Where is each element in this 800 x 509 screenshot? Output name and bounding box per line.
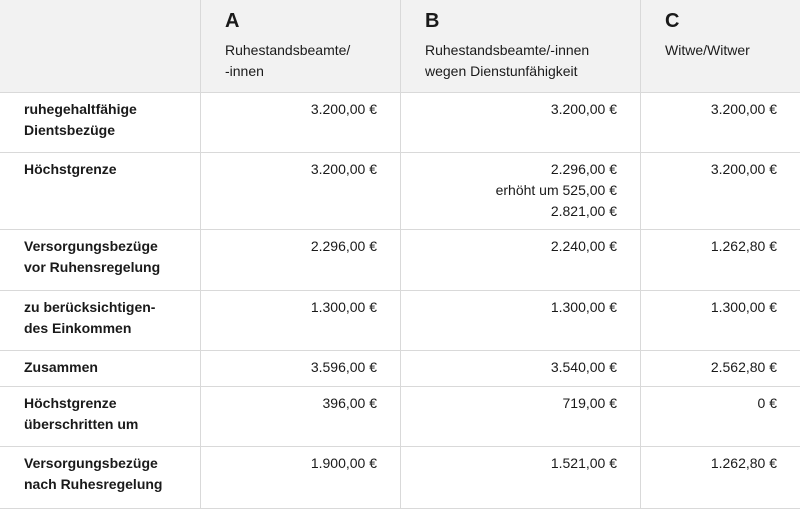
cell-row6-b: 719,00 € bbox=[401, 387, 641, 447]
column-c-description: Witwe/Witwer bbox=[665, 42, 750, 58]
cell-row5-c: 2.562,80 € bbox=[641, 351, 800, 387]
row-label-hoechstgrenze: Höchstgrenze bbox=[0, 153, 201, 230]
cell-row3-a: 2.296,00 € bbox=[201, 230, 401, 291]
column-b-description: Ruhestandsbeamte/-innen wegen Dienstunfähigkeit bbox=[425, 42, 590, 79]
cell-row4-a: 1.300,00 € bbox=[201, 291, 401, 351]
header-column-a bbox=[201, 0, 401, 93]
header-column-c bbox=[641, 0, 800, 93]
cell-row2-a: 3.200,00 € bbox=[201, 153, 401, 230]
cell-row1-b: 3.200,00 € bbox=[401, 93, 641, 153]
cell-row3-c: 1.262,80 € bbox=[641, 230, 800, 291]
column-c-letter: C bbox=[665, 10, 680, 32]
cell-row2-b: 2.296,00 € erhöht um 525,00 € 2.821,00 € bbox=[401, 153, 641, 230]
row-label-ruhegehaltfaehige-dienstbezuege: ruhegehaltfähige Dientsbezüge bbox=[0, 93, 201, 153]
row-label-zusammen: Zusammen bbox=[0, 351, 201, 387]
header-empty-cell bbox=[0, 0, 201, 93]
cell-row2-c: 3.200,00 € bbox=[641, 153, 800, 230]
cell-row7-c: 1.262,80 € bbox=[641, 447, 800, 509]
row-label-hoechstgrenze-ueberschritten: Höchstgrenze überschritten um bbox=[0, 387, 201, 447]
row-label-einkommen: zu berücksichtigen- des Einkommen bbox=[0, 291, 201, 351]
cell-row6-c: 0 € bbox=[641, 387, 800, 447]
cell-row4-b: 1.300,00 € bbox=[401, 291, 641, 351]
cell-row1-a: 3.200,00 € bbox=[201, 93, 401, 153]
row-label-versorgungsbezuege-nach: Versorgungsbezüge nach Ruhesregelung bbox=[0, 447, 201, 509]
row-label-versorgungsbezuege-vor: Versorgungsbezüge vor Ruhensregelung bbox=[0, 230, 201, 291]
column-b-letter: B bbox=[425, 10, 440, 32]
cell-row7-a: 1.900,00 € bbox=[201, 447, 401, 509]
cell-row3-b: 2.240,00 € bbox=[401, 230, 641, 291]
cell-row1-c: 3.200,00 € bbox=[641, 93, 800, 153]
column-a-letter: A bbox=[225, 10, 240, 32]
cell-row6-a: 396,00 € bbox=[201, 387, 401, 447]
cell-row7-b: 1.521,00 € bbox=[401, 447, 641, 509]
cell-row5-a: 3.596,00 € bbox=[201, 351, 401, 387]
cell-row4-c: 1.300,00 € bbox=[641, 291, 800, 351]
column-a-description: Ruhestandsbeamte/ -innen bbox=[225, 42, 351, 79]
cell-row5-b: 3.540,00 € bbox=[401, 351, 641, 387]
header-column-b bbox=[401, 0, 641, 93]
